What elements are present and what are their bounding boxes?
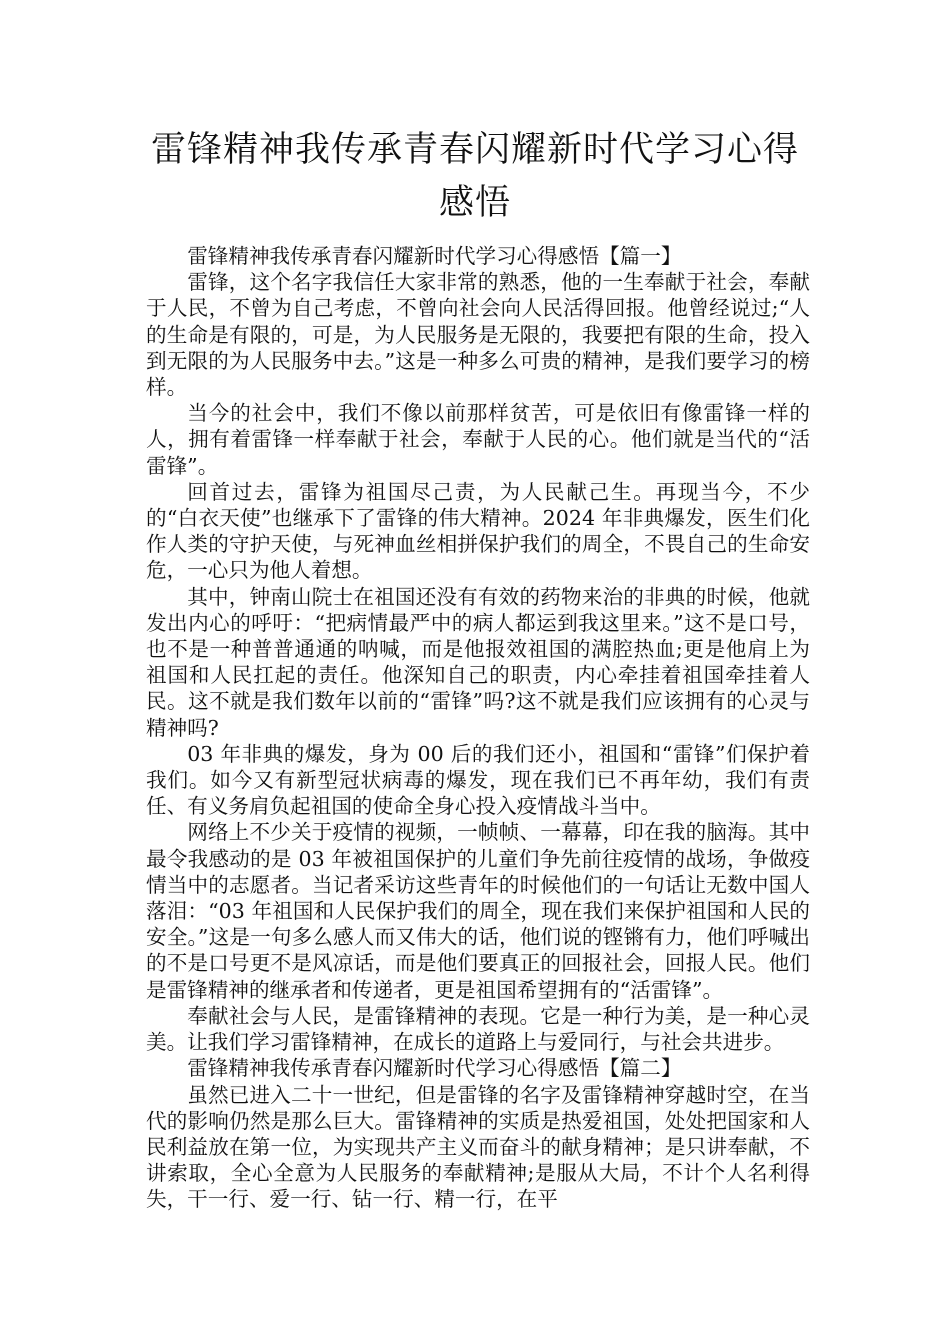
paragraph: 其中，钟南山院士在祖国还没有有效的药物来治的非典的时候，他就发出内心的呼吁：“把病情最严中的病人都运到我这里来。”这不是口号，也不是一种普普通通的呐喊，而是他报效祖国的满腔热血;更是他肩上为祖国和人民扛起的责任。他深知自己的职责，内心牵挂着祖国牵挂着人民。这不就是我们数年以前的“雷锋”吗?这不就是我们应该拥有的心灵与精神吗? bbox=[146, 584, 810, 740]
paragraph: 回首过去，雷锋为祖国尽己责，为人民献己生。再现当今，不少的“白衣天使”也继承下了雷锋的伟大精神。2024 年非典爆发，医生们化作人类的守护天使，与死神血丝相拼保护我们的周全，不畏自己的生命安危，一心只为他人着想。 bbox=[146, 479, 810, 583]
paragraph: 奉献社会与人民，是雷锋精神的表现。它是一种行为美，是一种心灵美。让我们学习雷锋精神，在成长的道路上与爱同行，与社会共进步。 bbox=[146, 1003, 810, 1055]
paragraph: 虽然已进入二十一世纪，但是雷锋的名字及雷锋精神穿越时空，在当代的影响仍然是那么巨大。雷锋精神的实质是热爱祖国，处处把国家和人民利益放在第一位，为实现共产主义而奋斗的献身精神；是只讲奉献，不讲索取，全心全意为人民服务的奉献精神;是服从大局，不计个人名利得失，干一行、爱一行、钻一行、精一行，在平 bbox=[146, 1082, 810, 1212]
section-heading-2: 雷锋精神我传承青春闪耀新时代学习心得感悟【篇二】 bbox=[187, 1056, 682, 1081]
paragraph: 网络上不少关于疫情的视频，一帧帧、一幕幕，印在我的脑海。其中最令我感动的是 03 年被祖国保护的儿童们争先前往疫情的战场，争做疫情当中的志愿者。当记者采访这些青年的时候他们的一句话让无数中国人落泪：“03 年祖国和人民保护我们的周全，现在我们来保护祖国和人民的安全。”这是一句多么感人而又伟大的话，他们说的铿锵有力，他们呼喊出的不是口号更不是风凉话，而是他们要真正的回报社会，回报人民。他们是雷锋精神的继承者和传递者，更是祖国希望拥有的“活雷锋”。 bbox=[146, 820, 810, 1002]
paragraph: 03 年非典的爆发，身为 00 后的我们还小，祖国和“雷锋”们保护着我们。如今又有新型冠状病毒的爆发，现在我们已不再年幼，我们有责任、有义务肩负起祖国的使命全身心投入疫情战斗当中。 bbox=[146, 741, 810, 819]
paragraph: 当今的社会中，我们不像以前那样贫苦，可是依旧有像雷锋一样的人，拥有着雷锋一样奉献于社会，奉献于人民的心。他们就是当代的“活雷锋”。 bbox=[146, 401, 810, 478]
section-heading-1: 雷锋精神我传承青春闪耀新时代学习心得感悟【篇一】 bbox=[187, 244, 682, 268]
document-body bbox=[146, 243, 810, 1213]
document-title: 雷锋精神我传承青春闪耀新时代学习心得感悟 bbox=[150, 130, 799, 223]
paragraph: 雷锋，这个名字我信任大家非常的熟悉，他的一生奉献于社会，奉献于人民，不曾为自己考虑，不曾向社会向人民活得回报。他曾经说过;“人的生命是有限的，可是，为人民服务是无限的，我要把有限的生命，投入到无限的为人民服务中去。”这是一种多么可贵的精神，是我们要学习的榜样。 bbox=[146, 270, 810, 400]
